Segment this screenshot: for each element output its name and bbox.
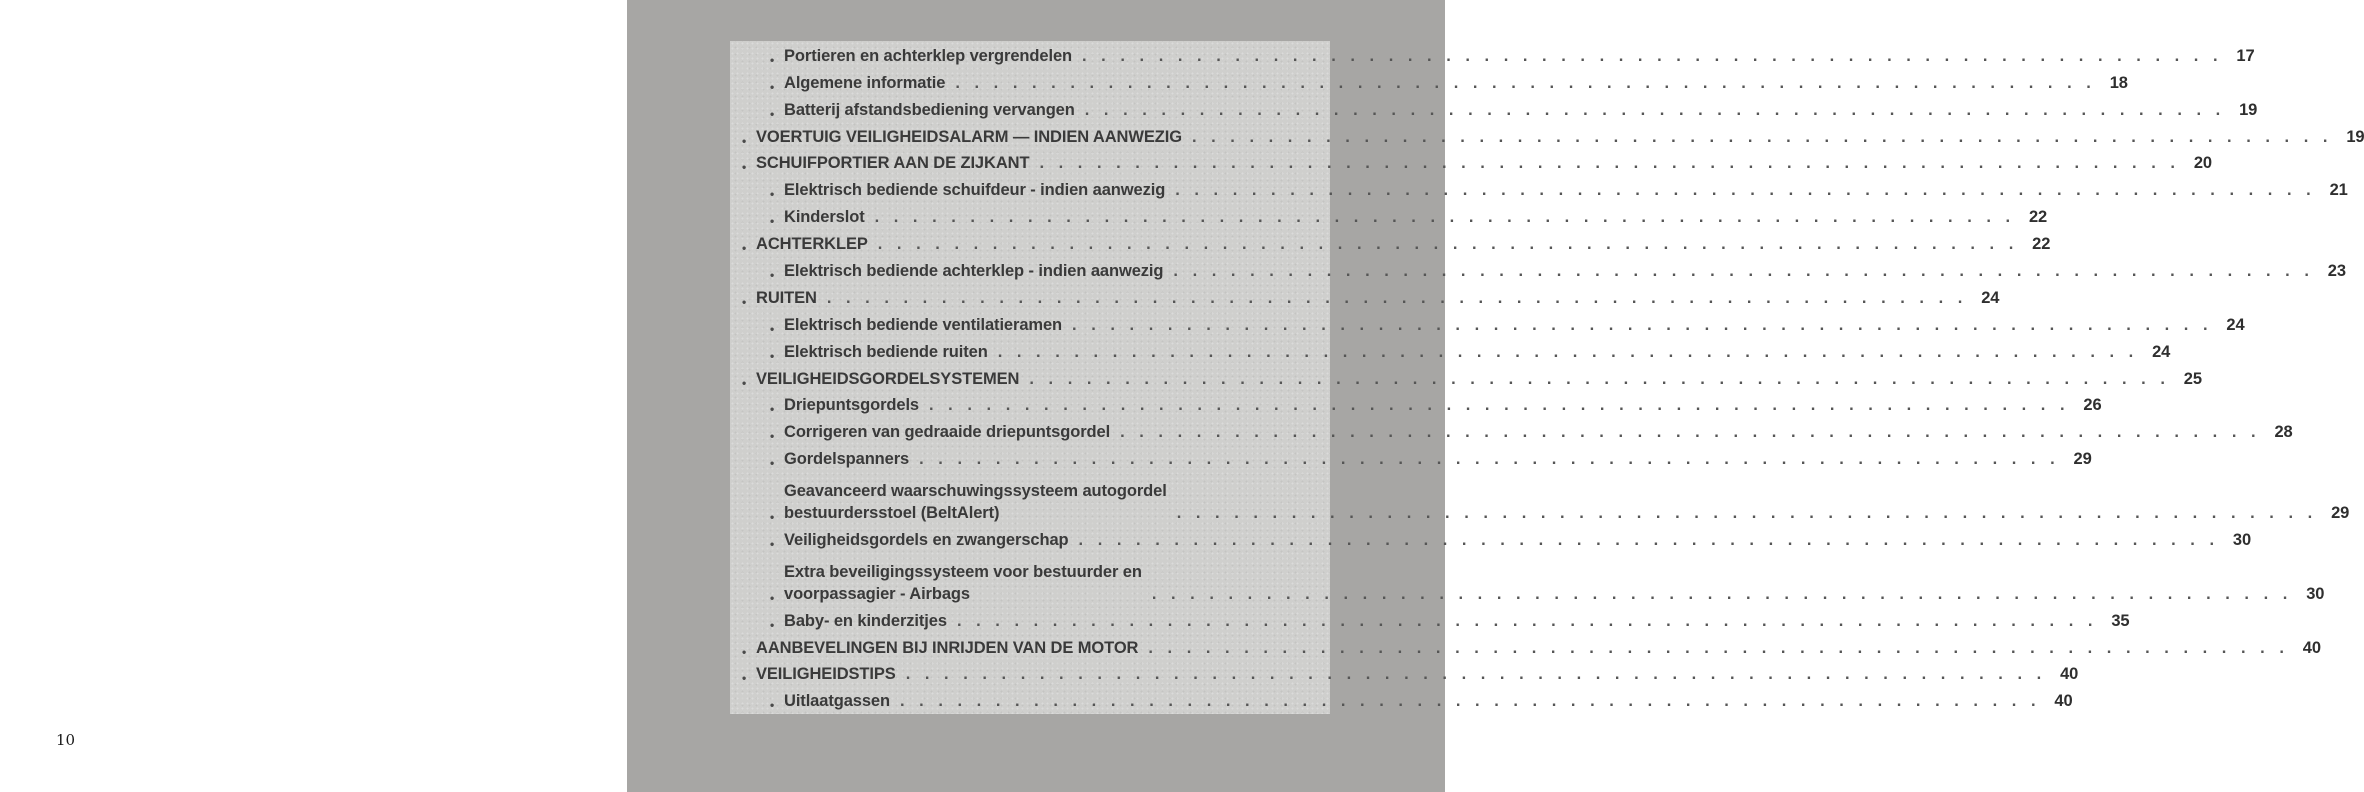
bullet-icon: • <box>770 536 775 551</box>
toc-subsection-entry <box>730 607 2130 634</box>
dot-leader: . . . . . . . . . . . . . . . . . . . . . . . . . . . . . . . . . . . . . . . . . . . . . . . . . . . . . . . . . . . . <box>1173 262 2314 281</box>
bullet-icon: • <box>742 671 747 686</box>
dot-leader: . . . . . . . . . . . . . . . . . . . . . . . . . . . . . . . . . . . . . . . . . . . . . . . . . . . . . . . . . . . . <box>1120 423 2261 442</box>
bullet-icon: • <box>770 79 775 94</box>
toc-entry-title-line: Driepuntsgordels <box>784 396 920 415</box>
bullet-icon: • <box>770 268 775 283</box>
bullet-icon: • <box>770 52 775 67</box>
toc-entry-title <box>784 179 1165 203</box>
toc-section-entry <box>730 230 2051 257</box>
toc-subsection-entry <box>730 553 2325 607</box>
toc-entry-title <box>784 421 1110 445</box>
toc-page-number: 22 <box>2032 235 2051 254</box>
dot-leader: . . . . . . . . . . . . . . . . . . . . . . . . . . . . . . . . . . . . . . . . . . . . . . . . . . . . . . . . . . . . <box>997 342 2139 361</box>
bullet-icon: • <box>770 429 775 444</box>
dot-leader: . . . . . . . . . . . . . . . . . . . . . . . . . . . . . . . . . . . . . . . . . . . . . . . . . . . . . . . . . . . . <box>874 208 2016 227</box>
toc-page-number: 29 <box>2073 450 2092 469</box>
toc-entry-title <box>784 448 909 472</box>
toc-entry-title-line: VEILIGHEIDSTIPS <box>756 665 896 684</box>
dot-leader: . . . . . . . . . . . . . . . . . . . . . . . . . . . . . . . . . . . . . . . . . . . . . . . . . . . . . . . . . . . . <box>1078 530 2220 549</box>
toc-page-number: 17 <box>2236 46 2255 65</box>
page-number: 10 <box>56 731 76 749</box>
toc-section-entry <box>730 284 2000 311</box>
bullet-icon: • <box>770 617 775 632</box>
toc-page-number: 30 <box>2306 584 2325 603</box>
dot-leader: . . . . . . . . . . . . . . . . . . . . . . . . . . . . . . . . . . . . . . . . . . . . . . . . . . . . . . . . . . . . <box>1176 504 2318 523</box>
toc-subsection-entry <box>730 42 2255 69</box>
dot-leader: . . . . . . . . . . . . . . . . . . . . . . . . . . . . . . . . . . . . . . . . . . . . . . . . . . . . . . . . . . . . <box>1082 46 2223 65</box>
toc-entry-title-line: Corrigeren van gedraaide driepuntsgordel <box>784 423 1111 442</box>
toc-page-number: 23 <box>2327 262 2346 281</box>
toc-page-number: 22 <box>2028 208 2048 227</box>
toc-entry-title <box>756 368 1019 392</box>
table-of-contents <box>730 41 2364 714</box>
toc-entry-title <box>784 561 1142 607</box>
toc-subsection-entry <box>730 176 2348 203</box>
bullet-icon: • <box>770 106 775 121</box>
toc-page-number: 24 <box>2152 342 2171 361</box>
toc-subsection-entry <box>730 311 2245 338</box>
toc-subsection-entry <box>730 687 2073 714</box>
bullet-icon: • <box>742 241 747 256</box>
dot-leader: . . . . . . . . . . . . . . . . . . . . . . . . . . . . . . . . . . . . . . . . . . . . . . . . . . . . . . . . . . . . <box>919 450 2060 469</box>
toc-subsection-entry <box>730 418 2293 445</box>
toc-entry-title-line: Elektrisch bediende ventilatieramen <box>784 315 1063 334</box>
toc-subsection-entry <box>730 69 2128 96</box>
bullet-icon: • <box>770 348 775 363</box>
toc-subsection-entry <box>730 392 2102 419</box>
toc-entry-title <box>784 260 1163 284</box>
toc-entry-title-line: Kinderslot <box>784 208 865 227</box>
toc-page-number: 24 <box>2226 315 2245 334</box>
bullet-icon: • <box>742 133 747 148</box>
toc-page-number: 24 <box>1981 288 2000 307</box>
toc-section-entry <box>730 150 2212 177</box>
toc-page-number: 25 <box>2183 369 2202 388</box>
toc-subsection-entry <box>730 203 2048 230</box>
toc-entry-title-line: Algemene informatie <box>784 73 946 92</box>
toc-subsection-entry <box>730 96 2258 123</box>
toc-page-number: 20 <box>2193 154 2212 173</box>
bullet-icon: • <box>770 698 775 713</box>
toc-entry-title-line: Geavanceerd waarschuwingssysteem autogordel <box>784 482 1167 501</box>
toc-entry-title <box>756 287 817 311</box>
dot-leader: . . . . . . . . . . . . . . . . . . . . . . . . . . . . . . . . . . . . . . . . . . . . . . . . . . . . . . . . . . . . <box>826 288 1968 307</box>
toc-entry-title <box>784 610 947 634</box>
toc-entry-title-line: ACHTERKLEP <box>756 235 868 254</box>
dot-leader: . . . . . . . . . . . . . . . . . . . . . . . . . . . . . . . . . . . . . . . . . . . . . . . . . . . . . . . . . . . . <box>1175 181 2316 200</box>
toc-section-entry <box>730 365 2202 392</box>
toc-page-number: 21 <box>2329 181 2348 200</box>
dot-leader: . . . . . . . . . . . . . . . . . . . . . . . . . . . . . . . . . . . . . . . . . . . . . . . . . . . . . . . . . . . . <box>905 665 2047 684</box>
toc-entry-title-line: bestuurdersstoel (BeltAlert) <box>784 504 1000 523</box>
dot-leader: . . . . . . . . . . . . . . . . . . . . . . . . . . . . . . . . . . . . . . . . . . . . . . . . . . . . . . . . . . . . <box>1029 369 2170 388</box>
dot-leader: . . . . . . . . . . . . . . . . . . . . . . . . . . . . . . . . . . . . . . . . . . . . . . . . . . . . . . . . . . . . <box>929 396 2070 415</box>
toc-subsection-entry <box>730 526 2252 553</box>
toc-entry-title <box>756 637 1138 661</box>
dot-leader: . . . . . . . . . . . . . . . . . . . . . . . . . . . . . . . . . . . . . . . . . . . . . . . . . . . . . . . . . . . . <box>1039 154 2180 173</box>
dot-leader: . . . . . . . . . . . . . . . . . . . . . . . . . . . . . . . . . . . . . . . . . . . . . . . . . . . . . . . . . . . . <box>877 235 2019 254</box>
toc-page-number: 26 <box>2083 396 2102 415</box>
bullet-icon: • <box>742 375 747 390</box>
toc-subsection-entry <box>730 472 2350 526</box>
bullet-icon: • <box>742 294 747 309</box>
dot-leader: . . . . . . . . . . . . . . . . . . . . . . . . . . . . . . . . . . . . . . . . . . . . . . . . . . . . . . . . . . . . <box>956 611 2098 630</box>
toc-page-number: 19 <box>2239 100 2258 119</box>
toc-section-entry <box>730 661 2079 688</box>
toc-entry-title <box>784 99 1075 123</box>
left-page <box>0 0 627 792</box>
bullet-icon: • <box>770 402 775 417</box>
toc-page-number: 28 <box>2274 423 2293 442</box>
dot-leader: . . . . . . . . . . . . . . . . . . . . . . . . . . . . . . . . . . . . . . . . . . . . . . . . . . . . . . . . . . . . <box>1191 127 2333 146</box>
toc-entry-title <box>756 663 896 687</box>
toc-entry-title <box>784 529 1069 553</box>
toc-entry-title-line: VEILIGHEIDSGORDELSYSTEMEN <box>756 369 1020 388</box>
bullet-icon: • <box>742 644 747 659</box>
toc-entry-title-line: Elektrisch bediende achterklep - indien aanwezig <box>784 262 1164 281</box>
toc-page-number: 35 <box>2111 611 2130 630</box>
right-page <box>627 0 2364 792</box>
toc-entry-title <box>784 206 865 230</box>
toc-entry-title-line: VOERTUIG VEILIGHEIDSALARM — INDIEN AANWEZIG <box>756 127 1182 146</box>
bullet-icon: • <box>770 456 775 471</box>
toc-page-number: 18 <box>2109 73 2128 92</box>
toc-entry-title-line: Veiligheidsgordels en zwangerschap <box>784 530 1069 549</box>
toc-entry-title <box>784 45 1072 69</box>
bullet-icon: • <box>770 510 775 525</box>
dot-leader: . . . . . . . . . . . . . . . . . . . . . . . . . . . . . . . . . . . . . . . . . . . . . . . . . . . . . . . . . . . . <box>1072 315 2213 334</box>
toc-entry-title-line: Elektrisch bediende schuifdeur - indien aanwezig <box>784 181 1166 200</box>
toc-page-number: 40 <box>2302 638 2321 657</box>
toc-entry-title-line: Batterij afstandsbediening vervangen <box>784 100 1075 119</box>
toc-subsection-entry <box>730 445 2092 472</box>
toc-entry-title-line: Uitlaatgassen <box>784 692 890 711</box>
toc-entry-title <box>756 126 1182 150</box>
toc-entry-title-line: AANBEVELINGEN BIJ INRIJDEN VAN DE MOTOR <box>756 638 1139 657</box>
toc-subsection-entry <box>730 257 2346 284</box>
toc-page-number: 19 <box>2346 127 2364 146</box>
toc-entry-title-line: Baby- en kinderzitjes <box>784 611 947 630</box>
toc-entry-title <box>756 233 868 257</box>
toc-section-entry <box>730 123 2364 150</box>
toc-entry-title-line: RUITEN <box>756 288 817 307</box>
dot-leader: . . . . . . . . . . . . . . . . . . . . . . . . . . . . . . . . . . . . . . . . . . . . . . . . . . . . . . . . . . . . <box>955 73 2096 92</box>
toc-entry-title <box>784 72 945 96</box>
toc-page-number: 29 <box>2331 504 2350 523</box>
toc-entry-title-line: Portieren en achterklep vergrendelen <box>784 46 1073 65</box>
dot-leader: . . . . . . . . . . . . . . . . . . . . . . . . . . . . . . . . . . . . . . . . . . . . . . . . . . . . . . . . . . . . <box>1148 638 2289 657</box>
toc-entry-title-line: Gordelspanners <box>784 450 910 469</box>
toc-entry-title <box>784 341 988 365</box>
bullet-icon: • <box>770 590 775 605</box>
dot-leader: . . . . . . . . . . . . . . . . . . . . . . . . . . . . . . . . . . . . . . . . . . . . . . . . . . . . . . . . . . . . <box>1151 584 2293 603</box>
dot-leader: . . . . . . . . . . . . . . . . . . . . . . . . . . . . . . . . . . . . . . . . . . . . . . . . . . . . . . . . . . . . <box>900 692 2041 711</box>
bullet-icon: • <box>770 214 775 229</box>
toc-entry-title <box>784 314 1062 338</box>
toc-entry-title <box>784 690 890 714</box>
bullet-icon: • <box>770 321 775 336</box>
toc-section-entry <box>730 634 2321 661</box>
toc-page-number: 40 <box>2054 692 2073 711</box>
toc-subsection-entry <box>730 338 2171 365</box>
toc-page-number: 40 <box>2060 665 2079 684</box>
toc-entry-title-line: voorpassagier - Airbags <box>784 584 970 603</box>
dot-leader: . . . . . . . . . . . . . . . . . . . . . . . . . . . . . . . . . . . . . . . . . . . . . . . . . . . . . . . . . . . . <box>1084 100 2226 119</box>
toc-entry-title <box>784 394 919 418</box>
bullet-icon: • <box>770 187 775 202</box>
toc-entry-title-line: Elektrisch bediende ruiten <box>784 342 988 361</box>
toc-entry-title-line: Extra beveiligingssysteem voor bestuurder en <box>784 562 1142 581</box>
toc-page-number: 30 <box>2232 530 2252 549</box>
toc-entry-title-line: SCHUIFPORTIER AAN DE ZIJKANT <box>756 154 1030 173</box>
toc-entry-title <box>784 480 1167 526</box>
bullet-icon: • <box>742 160 747 175</box>
toc-entry-title <box>756 152 1029 176</box>
